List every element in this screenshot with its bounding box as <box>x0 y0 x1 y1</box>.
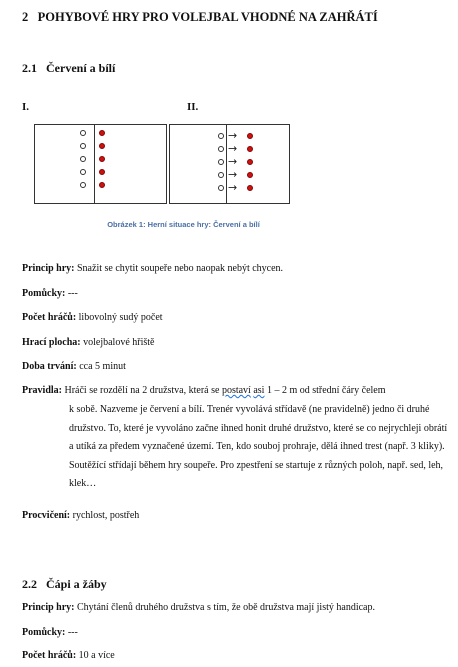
court-midline <box>94 125 95 203</box>
practice-text: rychlost, postřeh <box>70 510 140 521</box>
arrow-right-icon: → <box>228 142 238 155</box>
red-player <box>99 169 105 175</box>
rules-label: Pravidla: <box>22 385 62 396</box>
practice-label: Procvičení: <box>22 510 71 521</box>
red-player <box>247 133 253 139</box>
white-player <box>218 133 224 139</box>
figure-label-left: I. <box>22 101 30 113</box>
principle-label: Princip hry: <box>22 263 75 274</box>
practice-line <box>22 506 139 525</box>
chapter-heading <box>22 10 378 25</box>
players-line <box>22 308 163 327</box>
duration-line <box>22 357 126 376</box>
white-player <box>80 130 86 136</box>
figure-label-right: II. <box>187 101 199 113</box>
aids-label: Pomůcky: <box>22 627 66 638</box>
area-line <box>22 333 154 352</box>
aids-line <box>22 284 78 303</box>
chapter-number: 2 <box>22 10 29 24</box>
principle-label: Princip hry: <box>22 602 75 613</box>
rules-text: 1 – 2 m od střední čáry čelem <box>264 385 386 396</box>
court-diagram-i <box>34 124 167 204</box>
figure-caption: Obrázek 1: Herní situace hry: Červení a bílí <box>107 220 260 229</box>
players-line-2 <box>22 646 115 665</box>
rules-text-marked: asi <box>253 385 265 396</box>
rules-first-line <box>22 381 386 400</box>
red-player <box>247 159 253 165</box>
white-player <box>218 185 224 191</box>
arrow-right-icon: → <box>228 168 238 181</box>
players-label: Počet hráčů: <box>22 312 77 323</box>
players-text: libovolný sudý počet <box>76 312 163 323</box>
white-player <box>80 169 86 175</box>
duration-label: Doba trvání: <box>22 361 77 372</box>
principle-text: Snažit se chytit soupeře nebo naopak nebýt chycen. <box>74 263 284 274</box>
chapter-title: POHYBOVÉ HRY PRO VOLEJBAL VHODNÉ NA ZAHŘÁTÍ <box>37 10 378 24</box>
rules-continuation: k sobě. Nazveme je červení a bílí. Trenér vyvolává střídavě (ne pravidelně) jedno či druhé družstvo. To, které je vyvoláno začne ihned honit druhé družstvo, které se co nejrychleji obrátí a utíká za předem vyznačené území. Ten, kdo souboj prohraje, dělá ihned trest (např. 3 kliky). Soutěžící střídají během hry soupeře. Pro zpestření se startuje z různých poloh, např. sed, leh, klek… <box>69 404 448 489</box>
principle-text: Chytání členů druhého družstva s tím, že obě družstva mají jistý handicap. <box>74 602 375 613</box>
section-title: Červení a bílí <box>46 61 116 75</box>
red-player <box>247 172 253 178</box>
arrow-right-icon: → <box>228 155 238 168</box>
players-label: Počet hráčů: <box>22 650 77 661</box>
court-diagram-ii <box>169 124 290 204</box>
area-label: Hrací plocha: <box>22 337 81 348</box>
red-player <box>99 130 105 136</box>
aids-line-2 <box>22 623 78 642</box>
section-number: 2.1 <box>22 61 37 75</box>
red-player <box>99 156 105 162</box>
aids-text: --- <box>65 288 78 299</box>
area-text: volejbalové hřiště <box>80 337 155 348</box>
arrow-right-icon: → <box>228 129 238 142</box>
section-number: 2.2 <box>22 577 37 591</box>
section-heading-2-2 <box>22 577 107 592</box>
white-player <box>218 146 224 152</box>
red-player <box>247 185 253 191</box>
red-player <box>99 143 105 149</box>
court-midline <box>226 125 227 203</box>
red-player <box>99 182 105 188</box>
white-player <box>80 156 86 162</box>
white-player <box>218 159 224 165</box>
aids-label: Pomůcky: <box>22 288 66 299</box>
white-player <box>218 172 224 178</box>
white-player <box>80 143 86 149</box>
players-text: 10 a více <box>76 650 115 661</box>
principle-line <box>22 259 283 278</box>
section-heading-2-1 <box>22 61 115 76</box>
rules-text-marked: postaví <box>221 385 251 396</box>
aids-text: --- <box>65 627 78 638</box>
red-player <box>247 146 253 152</box>
section-title: Čápi a žáby <box>46 577 107 591</box>
arrow-right-icon: → <box>228 181 238 194</box>
principle-line-2 <box>22 598 375 617</box>
white-player <box>80 182 86 188</box>
duration-text: cca 5 minut <box>76 361 126 372</box>
rules-text: Hráči se rozdělí na 2 družstva, která se <box>62 385 222 396</box>
